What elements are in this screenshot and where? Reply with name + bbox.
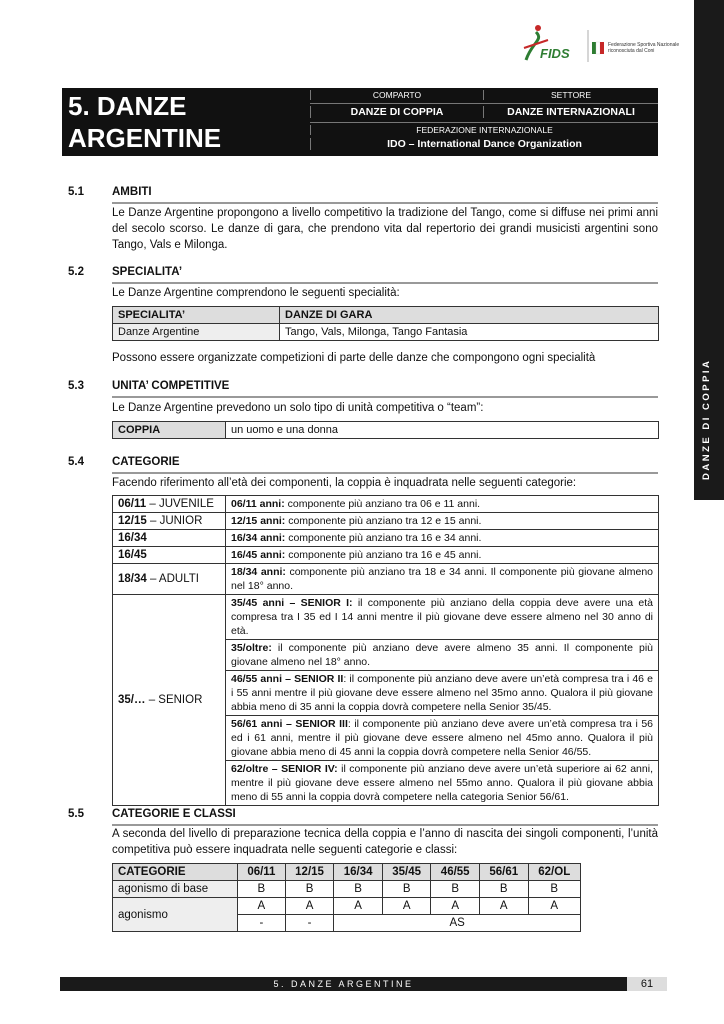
table-cell: 12/15 anni: componente più anziano tra 12 e 15 anni. (226, 513, 659, 530)
section-5-2-text: Le Danze Argentine comprendono le seguenti specialità: (112, 287, 400, 299)
comparto-header: COMPARTO (310, 90, 483, 100)
table-cell: 18/34 – ADULTI (113, 564, 226, 595)
table-cell: AS (334, 915, 581, 932)
footer-bar: 5. DANZE ARGENTINE (60, 977, 627, 991)
page-number: 61 (627, 977, 667, 991)
table-cell: A (238, 898, 286, 915)
table-cell: 16/34 anni: componente più anziano tra 16 e 34 anni. (226, 530, 659, 547)
table-cell: 16/34 (113, 530, 226, 547)
federazione-value: IDO – International Dance Organization (310, 138, 658, 150)
table-cell: A (334, 898, 383, 915)
section-number: 5.4 (68, 456, 84, 468)
table-header: 12/15 (285, 864, 334, 881)
svg-text:FIDS: FIDS (540, 46, 570, 61)
table-cell: A (528, 898, 580, 915)
table-cell: 18/34 anni: componente più anziano tra 18 e 34 anni. Il componente più giovane almeno nel 18° anno. (226, 564, 659, 595)
table-cell: 35/oltre: il componente più anziano deve avere almeno 35 anni. Il componente più giovane almeno nel 18° anno. (226, 640, 659, 671)
table-cell: 46/55 anni – SENIOR II: il componente più anziano deve avere un’età compresa tra i 46 e i 55 anni mentre il più giovane deve essere almeno nel 35mo anno. Qualora il più giovane abbia meno di 35 anni la coppia dovrà competere nella Senior 35/45. (226, 671, 659, 716)
table-cell: un uomo e una donna (226, 422, 659, 439)
table-cell: Tango, Vals, Milonga, Tango Fantasia (280, 324, 659, 341)
table-header: SPECIALITA’ (113, 307, 280, 324)
section-5-4-text: Facendo riferimento all’età dei componenti, la coppia è inquadrata nelle seguenti categorie: (112, 477, 577, 489)
table-cell: A (479, 898, 528, 915)
section-title: SPECIALITA’ (112, 266, 183, 278)
categorie-table (112, 495, 659, 806)
settore-value: DANZE INTERNAZIONALI (483, 106, 658, 118)
table-header: 56/61 (479, 864, 528, 881)
title-info-grid (310, 88, 658, 156)
table-cell: A (285, 898, 334, 915)
table-cell: COPPIA (113, 422, 226, 439)
section-number: 5.1 (68, 186, 84, 198)
table-cell: 06/11 – JUVENILE (113, 496, 226, 513)
table-cell: - (285, 915, 334, 932)
table-cell: B (431, 881, 480, 898)
side-tab-label: DANZE DI COPPIA (701, 358, 712, 480)
table-cell: agonismo (113, 898, 238, 932)
table-cell: 35/… – SENIOR (113, 595, 226, 806)
table-cell: - (238, 915, 286, 932)
page-title-line2: ARGENTINE (68, 123, 222, 153)
section-5-2-note: Possono essere organizzate competizioni di parte delle danze che compongono ogni specialità (112, 352, 596, 364)
fids-logo (518, 22, 680, 66)
unita-table (112, 421, 659, 439)
section-5-3-text: Le Danze Argentine prevedono un solo tipo di unità competitiva o “team”: (112, 402, 484, 414)
logo-text-2: riconosciuta dal Coni (608, 48, 655, 54)
table-header: 62/OL (528, 864, 580, 881)
table-cell: A (382, 898, 431, 915)
section-rule (112, 396, 658, 398)
table-header: 35/45 (382, 864, 431, 881)
page-title (68, 90, 221, 154)
section-number: 5.3 (68, 380, 84, 392)
table-cell: 06/11 anni: componente più anziano tra 06 e 11 anni. (226, 496, 659, 513)
table-header: 16/34 (334, 864, 383, 881)
table-cell: B (334, 881, 383, 898)
section-title: CATEGORIE (112, 456, 180, 468)
side-tab (694, 0, 724, 500)
section-rule (112, 472, 658, 474)
table-cell: B (479, 881, 528, 898)
section-rule (112, 282, 658, 284)
title-box (62, 88, 658, 156)
table-header: DANZE DI GARA (280, 307, 659, 324)
section-5-5-text: A seconda del livello di preparazione tecnica della coppia e l’anno di nascita dei singoli componenti, l’unità competitiva può essere inquadrata nelle seguenti categorie e classi: (112, 828, 658, 856)
settore-header: SETTORE (483, 90, 658, 100)
table-cell: agonismo di base (113, 881, 238, 898)
table-cell: A (431, 898, 480, 915)
table-cell: 56/61 anni – SENIOR III: il componente più anziano deve avere un’età compresa tra i 56 ed i 61 anni, mentre il più giovane deve essere almeno nel 45mo anno. Qualora il più giovane abbia meno di 45 anni la coppia dovrà competere nella Senior 46/55. (226, 716, 659, 761)
table-cell: B (238, 881, 286, 898)
federazione-header: FEDERAZIONE INTERNAZIONALE (310, 125, 658, 135)
table-cell: 62/oltre – SENIOR IV: il componente più anziano deve avere un’età superiore ai 62 anni, mentre il più giovane deve essere almeno nel 55mo anno. Qualora il più giovane abbia meno di 55 anni la coppia dovrà competere nella categoria Senior 56/61. (226, 761, 659, 806)
specialita-table (112, 306, 659, 341)
section-title: AMBITI (112, 186, 152, 198)
section-5-1-text: Le Danze Argentine propongono a livello competitivo la tradizione del Tango, come si diffuse nei primi anni del secolo scorso. Le danze di gara, che prendono vita dal repertorio dei grandi musicisti argentini sono Tango, Vals e Milonga. (112, 207, 658, 251)
table-header: 46/55 (431, 864, 480, 881)
table-cell: 16/45 anni: componente più anziano tra 16 e 45 anni. (226, 547, 659, 564)
table-cell: B (382, 881, 431, 898)
logo-text-1: Federazione Sportiva Nazionale (608, 42, 680, 48)
section-number: 5.2 (68, 266, 84, 278)
table-cell: B (285, 881, 334, 898)
table-cell: 16/45 (113, 547, 226, 564)
table-header: 06/11 (238, 864, 286, 881)
page-title-line1: 5. DANZE (68, 91, 187, 121)
table-cell: Danze Argentine (113, 324, 280, 341)
section-title: UNITA’ COMPETITIVE (112, 380, 230, 392)
table-cell: B (528, 881, 580, 898)
classi-table (112, 863, 581, 932)
table-cell: 12/15 – JUNIOR (113, 513, 226, 530)
comparto-value: DANZE DI COPPIA (310, 106, 483, 118)
table-cell: 35/45 anni – SENIOR I: il componente più anziano della coppia deve avere una età compresa tra I 35 ed I 14 anni mentre il più giovane deve essere almeno nel 30 anno di età. (226, 595, 659, 640)
section-title: CATEGORIE E CLASSI (112, 808, 236, 820)
section-rule (112, 202, 658, 204)
section-number: 5.5 (68, 808, 84, 820)
table-header: CATEGORIE (113, 864, 238, 881)
